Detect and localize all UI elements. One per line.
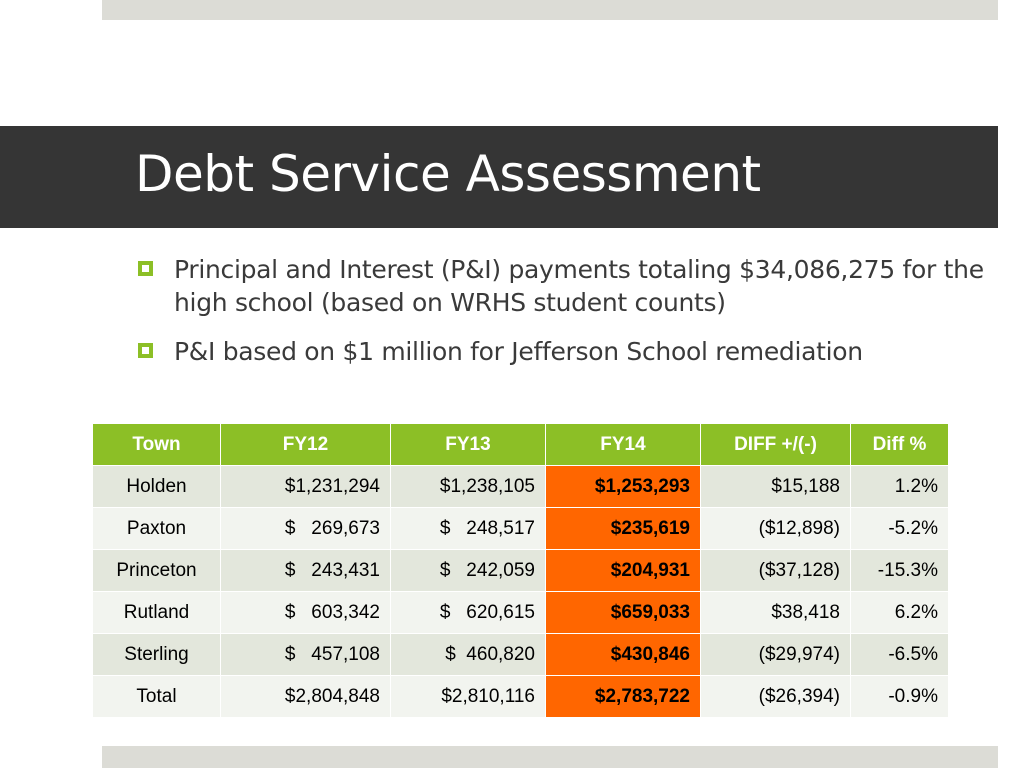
square-bullet-icon (138, 261, 153, 276)
cell-town: Paxton (93, 508, 221, 550)
cell-fy12: $ 603,342 (221, 592, 391, 634)
cell-fy12: $ 243,431 (221, 550, 391, 592)
table-row (93, 634, 949, 676)
cell-diff: ($26,394) (701, 676, 851, 718)
cell-fy14: $659,033 (546, 592, 701, 634)
table-row (93, 550, 949, 592)
cell-fy13: $ 248,517 (391, 508, 546, 550)
table-row-total (93, 676, 949, 718)
header-fy14: FY14 (546, 424, 701, 466)
debt-service-table (92, 423, 949, 718)
cell-town: Princeton (93, 550, 221, 592)
cell-fy13: $ 620,615 (391, 592, 546, 634)
cell-fy12: $1,231,294 (221, 466, 391, 508)
cell-fy13: $ 460,820 (391, 634, 546, 676)
cell-diff: ($29,974) (701, 634, 851, 676)
cell-fy12: $2,804,848 (221, 676, 391, 718)
cell-fy14: $2,783,722 (546, 676, 701, 718)
cell-fy13: $2,810,116 (391, 676, 546, 718)
bottom-decor-bar (102, 746, 998, 768)
slide-title: Debt Service Assessment (135, 145, 761, 203)
table-row (93, 592, 949, 634)
bullet-item (138, 335, 988, 368)
cell-diff-pct: -15.3% (851, 550, 949, 592)
cell-fy14: $430,846 (546, 634, 701, 676)
square-bullet-icon (138, 343, 153, 358)
cell-town: Total (93, 676, 221, 718)
bullet-item (138, 253, 988, 319)
cell-diff: ($37,128) (701, 550, 851, 592)
cell-diff: ($12,898) (701, 508, 851, 550)
top-decor-bar (102, 0, 998, 20)
cell-diff-pct: 6.2% (851, 592, 949, 634)
cell-fy12: $ 457,108 (221, 634, 391, 676)
bullet-text: P&I based on $1 million for Jefferson School remediation (174, 337, 863, 366)
cell-town: Sterling (93, 634, 221, 676)
cell-fy13: $1,238,105 (391, 466, 546, 508)
cell-diff-pct: 1.2% (851, 466, 949, 508)
cell-fy14: $1,253,293 (546, 466, 701, 508)
table-row (93, 466, 949, 508)
cell-town: Holden (93, 466, 221, 508)
header-fy13: FY13 (391, 424, 546, 466)
bullet-list (138, 253, 988, 384)
table-header-row (93, 424, 949, 466)
cell-fy13: $ 242,059 (391, 550, 546, 592)
cell-diff: $38,418 (701, 592, 851, 634)
bullet-text: Principal and Interest (P&I) payments totaling $34,086,275 for the high school (based on WRHS student counts) (174, 255, 984, 317)
cell-fy14: $204,931 (546, 550, 701, 592)
cell-diff: $15,188 (701, 466, 851, 508)
header-diff: DIFF +/(-) (701, 424, 851, 466)
header-town: Town (93, 424, 221, 466)
cell-town: Rutland (93, 592, 221, 634)
cell-diff-pct: -6.5% (851, 634, 949, 676)
header-diff-pct: Diff % (851, 424, 949, 466)
cell-diff-pct: -5.2% (851, 508, 949, 550)
table-row (93, 508, 949, 550)
cell-fy14: $235,619 (546, 508, 701, 550)
header-fy12: FY12 (221, 424, 391, 466)
cell-fy12: $ 269,673 (221, 508, 391, 550)
cell-diff-pct: -0.9% (851, 676, 949, 718)
